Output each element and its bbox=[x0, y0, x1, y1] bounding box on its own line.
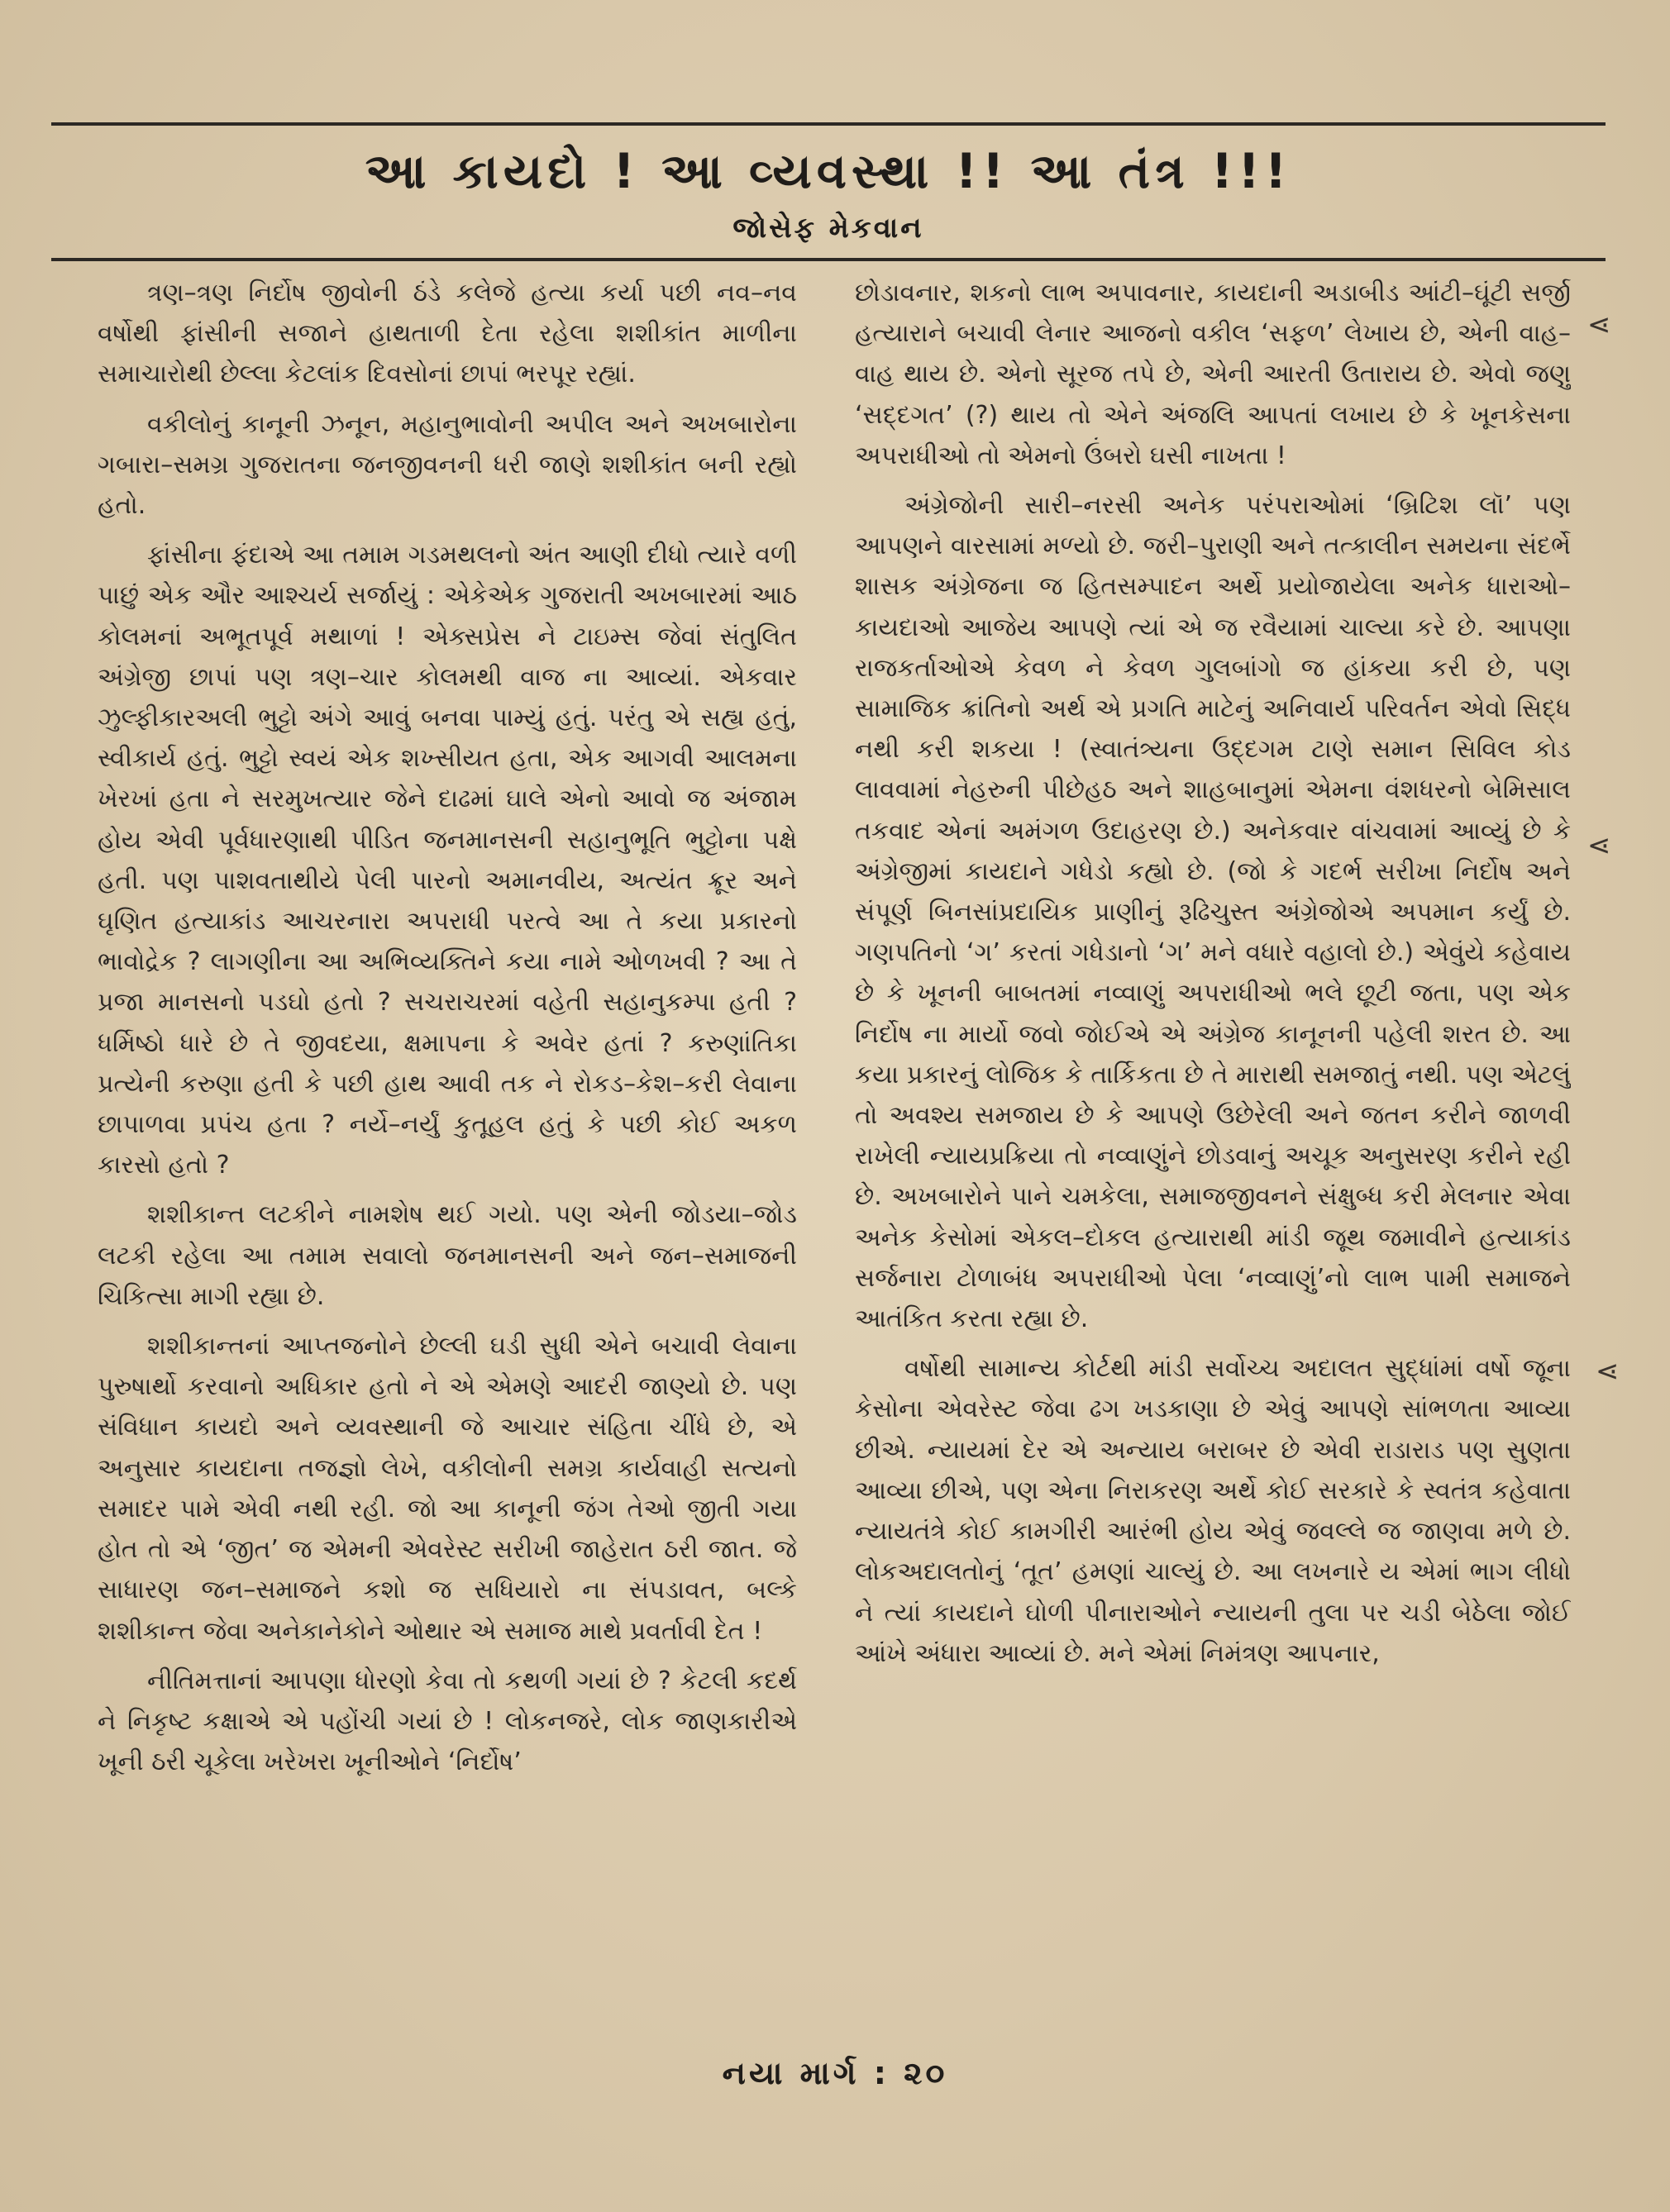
left-column bbox=[98, 273, 797, 2025]
page-footer: નયા માર્ગ : ૨૦ bbox=[722, 2055, 948, 2091]
paragraph: અંગ્રેજોની સારી–નરસી અનેક પરંપરાઓમાં ‘બ્રિટિશ લૉ’ પણ આપણને વારસામાં મળ્યો છે. જરી–પુરાણી અને તત્કાલીન સમયના સંદર્ભે શાસક અંગ્રેજના જ હિતસમ્પાદન અર્થે પ્રયોજાયેલા અનેક ધારાઓ–કાયદાઓ આજેય આપણે ત્યાં એ જ રવૈયામાં ચાલ્યા કરે છે. આપણા રાજકર્તાઓએ કેવળ ને કેવળ ગુલબાંગો જ હાંકયા કરી છે, પણ સામાજિક ક્રાંતિનો અર્થ એ પ્રગતિ માટેનું અનિવાર્ય પરિવર્તન એવો સિદ્ધ નથી કરી શકયા ! (સ્વાતંત્ર્યના ઉદ્દગમ ટાણે સમાન સિવિલ કોડ લાવવામાં નેહરુની પીછેહઠ અને શાહબાનુમાં એમના વંશધરનો બેમિસાલ તકવાદ એનાં અમંગળ ઉદાહરણ છે.) અનેકવાર વાંચવામાં આવ્યું છે કે અંગ્રેજીમાં કાયદાને ગધેડો કહ્યો છે. (જો કે ગદર્ભ સરીખા નિર્દોષ અને સંપૂર્ણ બિનસાંપ્રદાયિક પ્રાણીનું રૂઢિચુસ્ત અંગ્રેજોએ અપમાન કર્યું છે. ગણપતિનો ‘ગ’ કરતાં ગધેડાનો ‘ગ’ મને વધારે વહાલો છે.) એવુંયે કહેવાય છે કે ખૂનની બાબતમાં નવ્વાણું અપરાધીઓ ભલે છૂટી જતા, પણ એક નિર્દોષ ના માર્યો જવો જોઈએ એ અંગ્રેજ કાનૂનની પહેલી શરત છે. આ કયા પ્રકારનું લોજિક કે તાર્કિકતા છે તે મારાથી સમજાતું નથી. પણ એટલું તો અવશ્ય સમજાય છે કે આપણે ઉછેરેલી અને જતન કરીને જાળવી રાખેલી ન્યાયપ્રક્રિયા તો નવ્વાણુંને છોડવાનું અચૂક અનુસરણ કરીને રહી છે. અખબારોને પાને ચમકેલા, સમાજજીવનને સંક્ષુબ્ધ કરી મેલનાર એવા અનેક કેસોમાં એકલ–દોકલ હત્યારાથી માંડી જૂથ જમાવીને હત્યાકાંડ સર્જનારા ટોળાબંધ અપરાધીઓ પેલા ‘નવ્વાણું’નો લાભ પામી સમાજને આતંકિત કરતા રહ્યા છે. bbox=[855, 491, 1571, 1334]
paragraph: શશીકાન્ત લટકીને નામશેષ થઈ ગયો. પણ એની જોડયા–જોડ લટકી રહેલા આ તમામ સવાલો જનમાનસની અને જન–સમાજની ચિકિત્સા માગી રહ્યા છે. bbox=[98, 1200, 797, 1311]
paragraph: નીતિમત્તાનાં આપણા ધોરણો કેવા તો કથળી ગયાં છે ? કેટલી કદર્થ ને નિકૃષ્ટ કક્ષાએ એ પહોંચી ગયાં છે ! લોકનજરે, લોક જાણકારીએ ખૂની ઠરી ચૂકેલા ખરેખરા ખૂનીઓને ‘નિર્દોષ’ bbox=[98, 1666, 797, 1777]
margin-mark-icon: ⋖ bbox=[1587, 829, 1611, 862]
article-title: આ કાયદો ! આ વ્યવસ્થા !! આ તંત્ર !!! bbox=[365, 143, 1292, 199]
paragraph: છોડાવનાર, શકનો લાભ અપાવનાર, કાયદાની અડાબીડ આંટી–ઘૂંટી સર્જી હત્યારાને બચાવી લેનાર આજનો વકીલ ‘સફળ’ લેખાય છે, એની વાહ–વાહ થાય છે. એનો સૂરજ તપે છે, એની આરતી ઉતારાય છે. એવો જણુ ‘સદ્દગત’ (?) થાય તો એને અંજલિ આપતાં લખાય છે કે ખૂનકેસના અપરાધીઓ તો એમનો ઉંબરો ઘસી નાખતા ! bbox=[855, 279, 1571, 470]
paragraph: વર્ષોથી સામાન્ય કોર્ટથી માંડી સર્વોચ્ચ અદાલત સુદ્ધાંમાં વર્ષો જૂના કેસોના એવરેસ્ટ જેવા ઢગ ખડકાણા છે એવું આપણે સાંભળતા આવ્યા છીએ. ન્યાયમાં દેર એ અન્યાય બરાબર છે એવી રાડારાડ પણ સુણતા આવ્યા છીએ, પણ એના નિરાકરણ અર્થે કોઈ સરકારે કે સ્વતંત્ર કહેવાતા ન્યાયતંત્રે કોઈ કામગીરી આરંભી હોય એવું જવલ્લે જ જાણવા મળે છે. લોકઅદાલતોનું ‘તૂત’ હમણાં ચાલ્યું છે. આ લખનારે ય એમાં ભાગ લીધો ને ત્યાં કાયદાને ઘોળી પીનારાઓને ન્યાયની તુલા પર ચડી બેઠેલા જોઈ આંખે અંધારા આવ્યાં છે. મને એમાં નિમંત્રણ આપનાર, bbox=[855, 1354, 1571, 1668]
right-column bbox=[855, 273, 1571, 2025]
article-author: જોસેફ મેકવાન bbox=[732, 212, 924, 245]
paragraph: ત્રણ–ત્રણ નિર્દોષ જીવોની ઠંડે કલેજે હત્યા કર્યા પછી નવ–નવ વર્ષોથી ફાંસીની સજાને હાથતાળી દેતા રહેલા શશીકાંત માળીના સમાચારોથી છેલ્લા કેટલાંક દિવસોનાં છાપાં ભરપૂર રહ્યાં. bbox=[98, 279, 797, 389]
headline-top-rule bbox=[51, 122, 1606, 126]
paragraph: વકીલોનું કાનૂની ઝનૂન, મહાનુભાવોની અપીલ અને અખબારોના ગબારા–સમગ્ર ગુજરાતના જનજીવનની ધરી જાણે શશીકાંત બની રહ્યો હતો. bbox=[98, 409, 797, 521]
margin-mark-icon: ⋖ bbox=[1596, 1355, 1620, 1388]
paragraph: ફાંસીના ફંદાએ આ તમામ ગડમથલનો અંત આણી દીધો ત્યારે વળી પાછું એક ઔર આશ્ચર્ય સર્જાયું : એકેએક ગુજરાતી અખબારમાં આઠ કોલમનાં અભૂતપૂર્વ મથાળાં ! એક્સપ્રેસ ને ટાઇમ્સ જેવાં સંતુલિત અંગ્રેજી છાપાં પણ ત્રણ–ચાર કોલમથી વાજ ના આવ્યાં. એકવાર ઝુલ્ફીકારઅલી ભુટ્ટો અંગે આવું બનવા પામ્યું હતું. પરંતુ એ સહ્ય હતું, સ્વીકાર્ય હતું. ભુટ્ટો સ્વયં એક શખ્સીયત હતા, એક આગવી આલમના ખેરખાં હતા ને સરમુખત્યાર જેને દાઢમાં ઘાલે એનો આવો જ અંજામ હોય એવી પૂર્વધારણાથી પીડિત જનમાનસની સહાનુભૂતિ ભુટ્ટોના પક્ષે હતી. પણ પાશવતાથીયે પેલી પારનો અમાનવીય, અત્યંત ક્રૂર અને ઘૃણિત હત્યાકાંડ આચરનારા અપરાધી પરત્વે આ તે કયા પ્રકારનો ભાવોદ્રેક ? લાગણીના આ અભિવ્યક્તિને કયા નામે ઓળખવી ? આ તે પ્રજા માનસનો પડઘો હતો ? સચરાચરમાં વહેતી સહાનુકમ્પા હતી ? ધર્મિષ્ઠો ધારે છે તે જીવદયા, ક્ષમાપના કે અવેર હતાં ? કરુણાંતિકા પ્રત્યેની કરુણા હતી કે પછી હાથ આવી તક ને રોકડ–કેશ–કરી લેવાના છાપાળવા પ્રપંચ હતા ? નર્યે–નર્યું કુતૂહલ હતું કે પછી કોઈ અકળ કારસો હતો ? bbox=[98, 541, 797, 1180]
headline-bottom-rule bbox=[51, 258, 1606, 261]
paragraph: શશીકાન્તનાં આપ્તજનોને છેલ્લી ઘડી સુધી એને બચાવી લેવાના પુરુષાર્થો કરવાનો અધિકાર હતો ને એ એમણે આદરી જાણ્યો છે. પણ સંવિધાન કાયદો અને વ્યવસ્થાની જે આચાર સંહિતા ચીંધે છે, એ અનુસાર કાયદાના તજજ્ઞો લેખે, વકીલોની સમગ્ર કાર્યવાહી સત્યનો સમાદર પામે એવી નથી રહી. જો આ કાનૂની જંગ તેઓ જીતી ગયા હોત તો એ ‘જીત’ જ એમની એવરેસ્ટ સરીખી જાહેરાત ઠરી જાત. જે સાધારણ જન–સમાજને કશો જ સધિયારો ના સંપડાવત, બલ્કે શશીકાન્ત જેવા અનેકાનેકોને ઓથાર એ સમાજ માથે પ્રવર્તાવી દેત ! bbox=[98, 1332, 797, 1646]
margin-mark-icon: ⋖ bbox=[1587, 308, 1611, 341]
